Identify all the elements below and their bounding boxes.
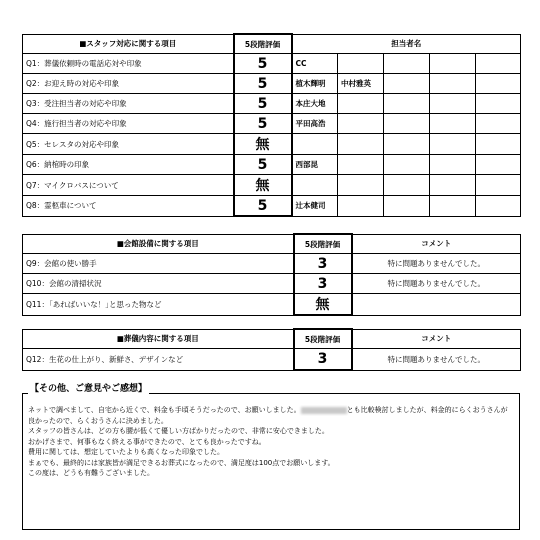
question-label: Q10：会館の清掃状況 — [23, 274, 294, 294]
score-value: 無 — [234, 175, 292, 196]
staff-name: 平田高浩 — [292, 114, 338, 134]
comment-text: 特に問題ありませんでした。 — [352, 254, 521, 274]
staff-name — [430, 175, 476, 196]
score-value: 3 — [294, 254, 352, 274]
table-row — [23, 254, 521, 274]
question-label: Q5：セレスタの対応や印象 — [23, 134, 234, 155]
score-value: 5 — [234, 54, 292, 74]
question-label: Q8：霊柩車について — [23, 196, 234, 217]
staff-name — [430, 196, 476, 217]
section-header-label: ■葬儀内容に関する項目 — [23, 329, 294, 349]
staff-name — [430, 155, 476, 175]
staff-name — [476, 175, 521, 196]
comment-line: この度は、どうも有難うございました。 — [28, 469, 154, 477]
comment-text: 特に問題ありませんでした。 — [352, 274, 521, 294]
score-value: 無 — [234, 134, 292, 155]
staff-name — [430, 114, 476, 134]
table-row — [23, 175, 521, 196]
staff-name: 中村雅英 — [338, 74, 384, 94]
question-label: Q3：受注担当者の対応や印象 — [23, 94, 234, 114]
table-row — [23, 155, 521, 175]
redacted-name — [301, 407, 347, 414]
staff-name — [338, 54, 384, 74]
score-value: 5 — [234, 114, 292, 134]
comment-column-header: コメント — [352, 234, 521, 254]
score-column-header: 5段階評価 — [294, 234, 352, 254]
section-header-label: ■会館設備に関する項目 — [23, 234, 294, 254]
score-value: 5 — [234, 74, 292, 94]
staff-name — [430, 74, 476, 94]
question-label: Q7：マイクロバスについて — [23, 175, 234, 196]
score-value: 3 — [294, 274, 352, 294]
staff-name — [476, 134, 521, 155]
question-label: Q9：会館の使い勝手 — [23, 254, 294, 274]
comment-line: まぁでも、最終的には家族皆が満足できるお葬式になったので、満足度は100点でお願いします。 — [28, 458, 335, 467]
table-row — [23, 274, 521, 294]
comment-line-part: とも比較検討しましたが、料金的にらくおうさんが — [346, 406, 508, 414]
score-value: 3 — [294, 349, 352, 371]
table-row — [23, 134, 521, 155]
staff-name — [338, 134, 384, 155]
comment-line: 費用に関しては、想定していたよりも高くなった印象でした。 — [28, 448, 224, 456]
score-value: 5 — [234, 155, 292, 175]
staff-name — [338, 196, 384, 217]
facility-evaluation-table — [22, 233, 521, 316]
staff-name — [338, 114, 384, 134]
table-row — [23, 74, 521, 94]
staff-name: 西部昆 — [292, 155, 338, 175]
funeral-content-evaluation-table — [22, 328, 521, 371]
score-value: 無 — [294, 294, 352, 316]
score-value: 5 — [234, 196, 292, 217]
score-column-header: 5段階評価 — [234, 34, 292, 54]
comment-line: 良かったので、らくおうさんに決めました。 — [28, 416, 168, 425]
staff-name — [430, 134, 476, 155]
question-label: Q12：生花の仕上がり、新鮮さ、デザインなど — [23, 349, 294, 371]
staff-name — [384, 114, 430, 134]
comment-line — [28, 405, 516, 416]
staff-name — [384, 74, 430, 94]
staff-column-header: 担当者名 — [292, 34, 521, 54]
staff-name: 植木輝明 — [292, 74, 338, 94]
staff-name — [384, 175, 430, 196]
table-row — [23, 294, 521, 316]
score-column-header: 5段階評価 — [294, 329, 352, 349]
staff-name — [292, 134, 338, 155]
comment-line: スタッフの皆さんは、どの方も腰が低くて優しい方ばかりだったので、非常に安心できました。 — [28, 427, 329, 435]
staff-name — [476, 74, 521, 94]
staff-name — [384, 134, 430, 155]
staff-name — [476, 114, 521, 134]
staff-name — [476, 155, 521, 175]
table-row — [23, 94, 521, 114]
question-label: Q11：｢あればいいな！｣と思った物など — [23, 294, 294, 316]
staff-name — [338, 175, 384, 196]
question-label: Q6：納棺時の印象 — [23, 155, 234, 175]
staff-name — [430, 54, 476, 74]
comment-line-part: ネットで調べまして、自宅から近くで、料金も手頃そうだったので、お願いしました。 — [28, 406, 301, 414]
comment-text: 特に問題ありませんでした。 — [352, 349, 521, 371]
staff-name: 本庄大地 — [292, 94, 338, 114]
question-label: Q4：施行担当者の対応や印象 — [23, 114, 234, 134]
score-value: 5 — [234, 94, 292, 114]
staff-name — [384, 155, 430, 175]
comment-line: おかげさまで、何事もなく終える事ができたので、とても良かったですね。 — [28, 437, 266, 446]
staff-name — [338, 94, 384, 114]
table-row — [23, 349, 521, 371]
question-label: Q2：お迎え時の対応や印象 — [23, 74, 234, 94]
comment-column-header: コメント — [352, 329, 521, 349]
comments-title: 【その他、ご意見やご感想】 — [28, 381, 149, 394]
table-row — [23, 114, 521, 134]
staff-name: CC — [292, 54, 338, 74]
staff-name — [384, 94, 430, 114]
staff-name — [476, 54, 521, 74]
staff-name — [292, 175, 338, 196]
staff-name — [476, 196, 521, 217]
comments-body — [28, 405, 516, 479]
table-row — [23, 196, 521, 217]
comment-text — [352, 294, 521, 316]
question-label: Q1：葬儀依頼時の電話応対や印象 — [23, 54, 234, 74]
staff-name: 辻本健司 — [292, 196, 338, 217]
table-row — [23, 54, 521, 74]
staff-name — [384, 196, 430, 217]
staff-name — [430, 94, 476, 114]
staff-name — [384, 54, 430, 74]
staff-evaluation-table — [22, 33, 521, 217]
staff-name — [476, 94, 521, 114]
staff-name — [338, 155, 384, 175]
section-header-label: ■スタッフ対応に関する項目 — [23, 34, 234, 54]
